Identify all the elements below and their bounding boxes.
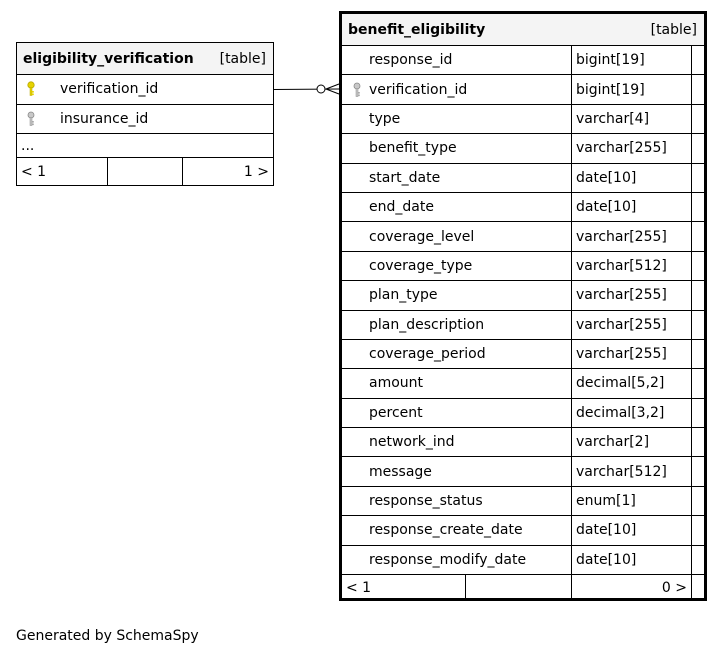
column-type: varchar[255] [571, 134, 691, 162]
column-type: varchar[255] [571, 222, 691, 250]
column-cell [342, 428, 571, 456]
column-type: bigint[19] [571, 46, 691, 74]
column-row[interactable] [342, 46, 704, 75]
column-row[interactable] [342, 516, 704, 545]
children-count[interactable]: 0 > [571, 575, 691, 601]
column-padding [691, 546, 704, 574]
table-kind: [table] [219, 50, 266, 67]
column-type: enum[1] [571, 487, 691, 515]
column-name: response_status [369, 493, 483, 510]
column-row[interactable] [342, 399, 704, 428]
column-type: varchar[2] [571, 428, 691, 456]
column-padding [691, 428, 704, 456]
column-name: end_date [369, 199, 434, 216]
table-name: eligibility_verification [23, 50, 194, 67]
column-cell [342, 340, 571, 368]
column-padding [691, 516, 704, 544]
column-name: amount [369, 375, 424, 392]
column-list [342, 46, 704, 575]
column-type: date[10] [571, 546, 691, 574]
column-cell [342, 516, 571, 544]
footer-spacer [465, 575, 571, 601]
column-type: date[10] [571, 164, 691, 192]
column-padding [691, 164, 704, 192]
column-name: coverage_type [369, 257, 473, 274]
column-cell [17, 105, 273, 134]
column-row[interactable] [342, 281, 704, 310]
column-type: varchar[512] [571, 457, 691, 485]
column-name: verification_id [369, 81, 468, 98]
table-footer [342, 575, 704, 601]
column-name: coverage_period [369, 346, 486, 363]
column-name: response_create_date [369, 522, 523, 539]
column-padding [691, 222, 704, 250]
column-cell [342, 105, 571, 133]
column-type: date[10] [571, 193, 691, 221]
column-name: insurance_id [60, 110, 149, 127]
column-padding [691, 193, 704, 221]
column-cell [342, 457, 571, 485]
column-cell [342, 193, 571, 221]
table-eligibility-verification[interactable] [16, 42, 274, 186]
column-name: response_id [369, 52, 453, 69]
column-row[interactable] [342, 75, 704, 104]
column-type: decimal[5,2] [571, 369, 691, 397]
generated-by-label: Generated by SchemaSpy [16, 628, 199, 644]
column-row[interactable] [17, 75, 273, 105]
column-padding [691, 487, 704, 515]
column-row[interactable] [342, 164, 704, 193]
table-header [342, 14, 704, 46]
column-padding [691, 457, 704, 485]
column-name: start_date [369, 169, 441, 186]
column-padding [691, 105, 704, 133]
column-padding [691, 311, 704, 339]
column-row[interactable] [342, 369, 704, 398]
column-cell [342, 46, 571, 74]
column-cell [342, 369, 571, 397]
column-row[interactable] [342, 105, 704, 134]
table-kind: [table] [650, 21, 697, 38]
column-type: bigint[19] [571, 75, 691, 103]
column-row[interactable] [342, 311, 704, 340]
column-type: decimal[3,2] [571, 399, 691, 427]
column-row[interactable] [342, 428, 704, 457]
more-columns-ellipsis: ... [17, 134, 273, 158]
column-type: varchar[255] [571, 311, 691, 339]
column-row[interactable] [342, 134, 704, 163]
table-header [17, 43, 273, 75]
column-row[interactable] [342, 252, 704, 281]
children-count[interactable]: 1 > [182, 158, 273, 185]
column-padding [691, 134, 704, 162]
column-name: response_modify_date [369, 551, 527, 568]
column-cell [342, 75, 571, 103]
column-padding [691, 75, 704, 103]
column-row[interactable] [342, 193, 704, 222]
column-name: benefit_type [369, 140, 457, 157]
column-row[interactable] [17, 105, 273, 135]
column-cell [342, 164, 571, 192]
column-row[interactable] [342, 487, 704, 516]
column-row[interactable] [342, 340, 704, 369]
parents-count[interactable]: < 1 [21, 163, 47, 180]
column-cell [342, 311, 571, 339]
crowsfoot-upper [326, 84, 339, 89]
table-benefit-eligibility[interactable] [339, 11, 707, 601]
primary-key-icon [26, 81, 36, 97]
column-name: message [369, 463, 432, 480]
column-padding [691, 340, 704, 368]
column-cell [17, 75, 273, 104]
relationship-line [274, 89, 339, 90]
column-cell [342, 399, 571, 427]
column-cell [342, 281, 571, 309]
column-padding [691, 281, 704, 309]
table-name: benefit_eligibility [348, 21, 486, 38]
table-footer [17, 158, 273, 185]
column-name: network_ind [369, 434, 455, 451]
footer-padding [691, 575, 704, 601]
column-padding [691, 399, 704, 427]
column-type: varchar[512] [571, 252, 691, 280]
column-cell [342, 487, 571, 515]
column-type: varchar[255] [571, 340, 691, 368]
column-type: date[10] [571, 516, 691, 544]
column-cell [342, 546, 571, 574]
column-name: plan_type [369, 287, 438, 304]
column-padding [691, 369, 704, 397]
column-type: varchar[255] [571, 281, 691, 309]
foreign-key-icon [26, 111, 36, 127]
column-name: percent [369, 404, 423, 421]
column-name: coverage_level [369, 228, 475, 245]
column-row[interactable] [342, 546, 704, 575]
column-name: plan_description [369, 316, 485, 333]
zero-optional-marker [317, 85, 325, 93]
column-row[interactable] [342, 222, 704, 251]
foreign-key-icon [352, 82, 362, 98]
crowsfoot-lower [326, 89, 339, 94]
column-cell [342, 134, 571, 162]
column-name: type [369, 110, 401, 127]
footer-spacer [107, 158, 182, 185]
column-cell [342, 252, 571, 280]
column-padding [691, 46, 704, 74]
column-name: verification_id [60, 81, 159, 98]
column-padding [691, 252, 704, 280]
parents-count[interactable]: < 1 [346, 580, 372, 597]
column-row[interactable] [342, 457, 704, 486]
column-type: varchar[4] [571, 105, 691, 133]
column-cell [342, 222, 571, 250]
